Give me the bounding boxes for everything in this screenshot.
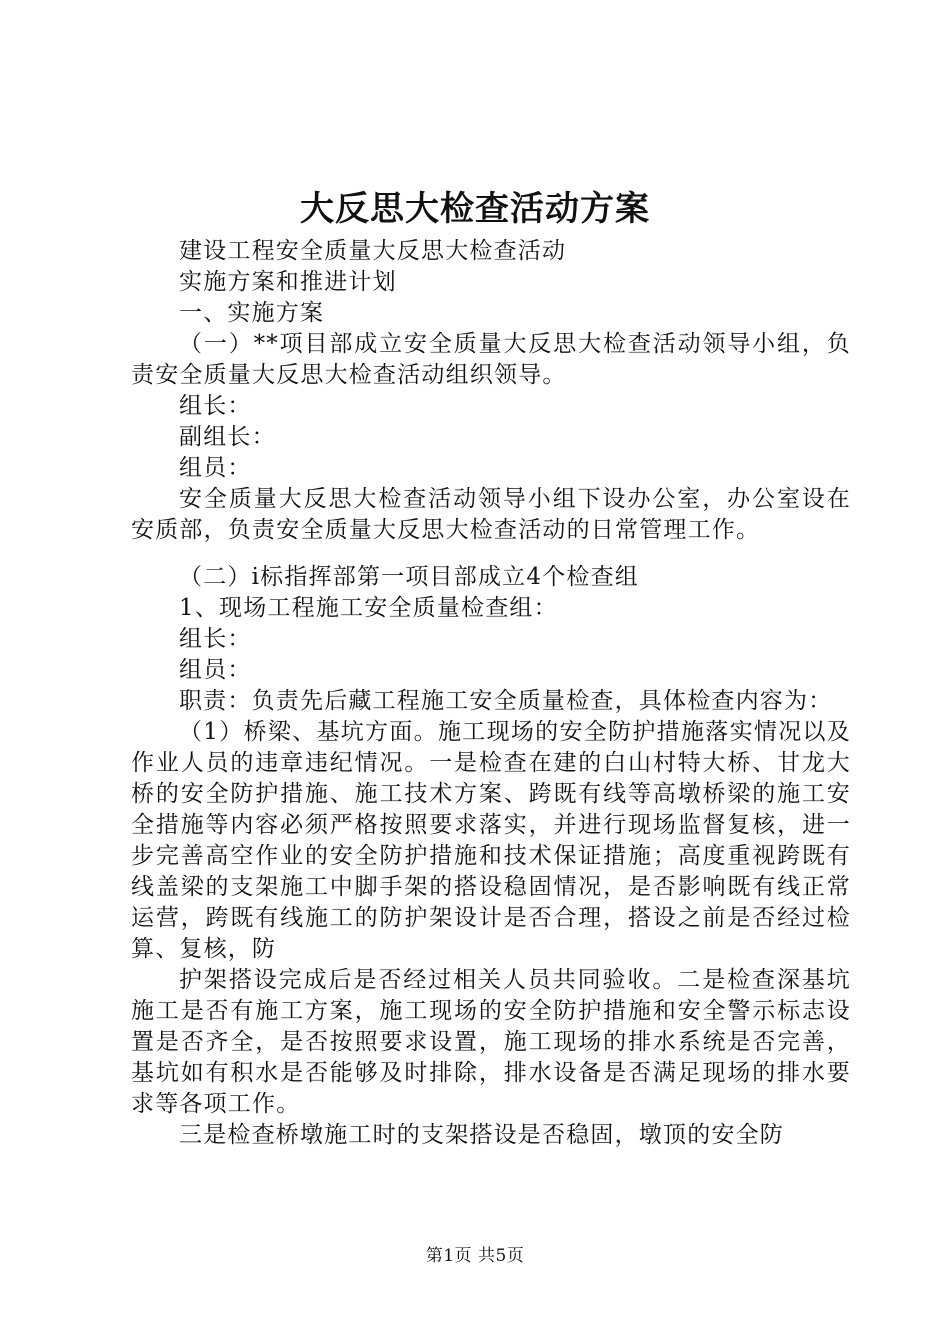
- document-body: [131, 236, 851, 1151]
- paragraph-bridges-pits: （1）桥梁、基坑方面。施工现场的安全防护措施落实情况以及作业人员的违章违纪情况。一是检查在建的白山村特大桥、甘龙大桥的安全防护措施、施工技术方案、跨既有线等高墩桥梁的施工安全措施等内容必须严格按照要求落实，并进行现场监督复核，进一步完善高空作业的安全防护措施和技术保证措施；高度重视跨既有线盖梁的支架施工中脚手架的搭设稳固情况，是否影响既有线正常运营，跨既有线施工的防护架设计是否合理，搭设之前是否经过检算、复核，防: [131, 719, 851, 962]
- page-footer: 第1页 共5页: [425, 1246, 525, 1266]
- paragraph-duties: 职责：负责先后藏工程施工安全质量检查，具体检查内容为：: [179, 688, 833, 714]
- section-heading-implementation: 一、实施方案: [179, 300, 325, 326]
- paragraph-inspection-groups: （二）i标指挥部第一项目部成立4个检查组: [179, 564, 639, 590]
- paragraph-subtitle-1: 建设工程安全质量大反思大检查活动: [179, 238, 567, 264]
- field-site-group-members: 组员：: [179, 657, 252, 683]
- document-title: 大反思大检查活动方案: [300, 189, 650, 229]
- paragraph-site-inspection-group: 1、现场工程施工安全质量检查组：: [179, 595, 558, 621]
- field-site-group-leader: 组长：: [179, 626, 252, 652]
- paragraph-deep-pit-check: 护架搭设完成后是否经过相关人员共同验收。二是检查深基坑施工是否有施工方案，施工现场的安全防护措施和安全警示标志设置是否齐全，是否按照要求设置，施工现场的排水系统是否完善，基坑如有积水是否能够及时排除，排水设备是否满足现场的排水要求等各项工作。: [131, 967, 851, 1117]
- paragraph-leadership-group: （一）**项目部成立安全质量大反思大检查活动领导小组，负责安全质量大反思大检查活动组织领导。: [131, 331, 851, 388]
- paragraph-pier-check: 三是检查桥墩施工时的支架搭设是否稳固，墩顶的安全防: [179, 1122, 784, 1148]
- paragraph-subtitle-2: 实施方案和推进计划: [179, 269, 397, 295]
- paragraph-gap: [131, 546, 851, 562]
- field-group-leader: 组长：: [179, 393, 252, 419]
- paragraph-office: 安全质量大反思大检查活动领导小组下设办公室，办公室设在安质部，负责安全质量大反思大检查活动的日常管理工作。: [131, 486, 851, 543]
- field-deputy-leader: 副组长：: [179, 424, 276, 450]
- field-group-members: 组员：: [179, 455, 252, 481]
